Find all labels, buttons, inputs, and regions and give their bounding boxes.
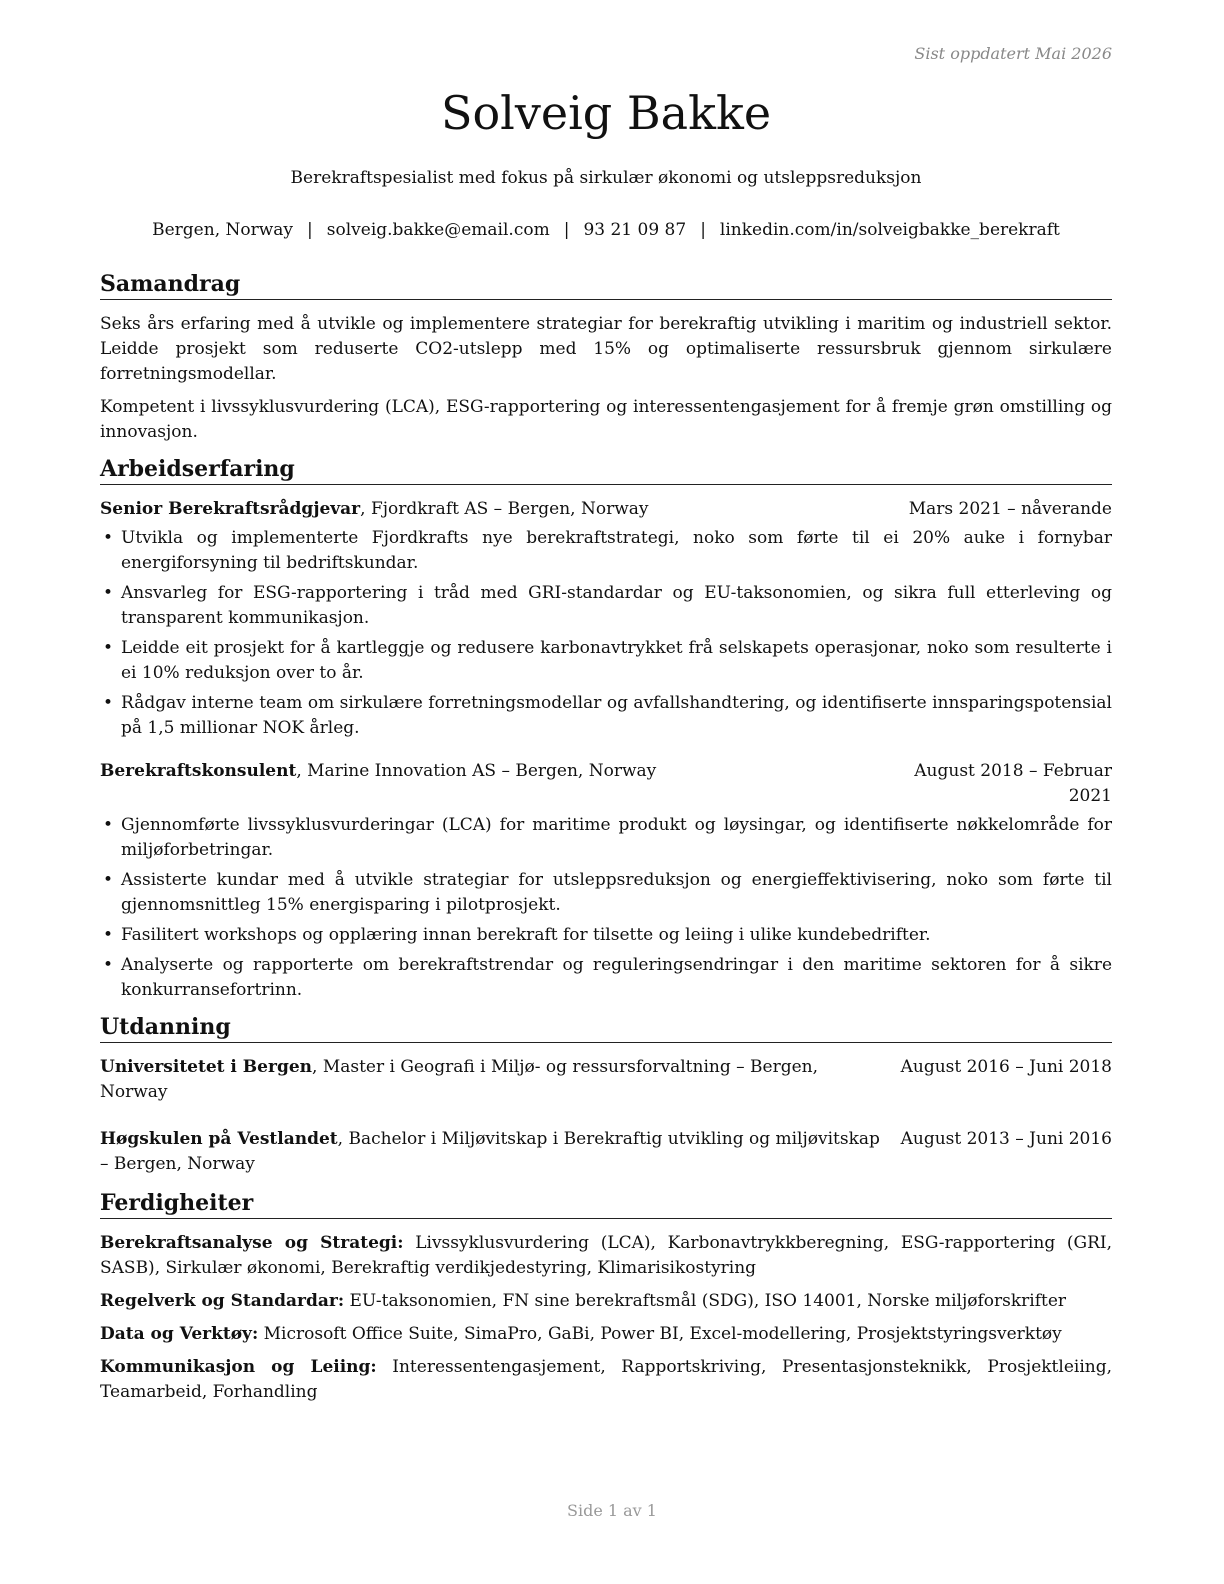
list-item: • Rådgav interne team om sirkulære forretningsmodellar og avfallshandtering, og identifiserte innsparingspotensial på 1,5 millionar NOK årleg. (100, 691, 1112, 741)
last-updated: Sist oppdatert Mai 2026 (914, 44, 1112, 63)
skill-group (100, 1289, 1112, 1314)
job-bullets (100, 813, 1112, 1003)
skill-label: Kommunikasjon og Leiing: (100, 1357, 377, 1377)
degree-detail: , Bachelor i Miljøvitskap i Berekraftig utvikling og miljøvitskap – Bergen, Norway (100, 1129, 880, 1174)
skill-group (100, 1355, 1112, 1405)
job-title: Berekraftskonsulent (100, 761, 297, 781)
skill-items: EU-taksonomien, FN sine berekraftsmål (SDG), ISO 14001, Norske miljøforskrifter (344, 1291, 1067, 1311)
education-item (100, 1127, 1112, 1177)
skill-label: Data og Verktøy: (100, 1324, 259, 1344)
list-item: • Fasilitert workshops og opplæring innan berekraft for tilsette og leiing i ulike kundebedrifter. (100, 923, 1112, 948)
education-dates: August 2013 – Juni 2016 (900, 1129, 1112, 1149)
skill-items: Microsoft Office Suite, SimaPro, GaBi, Power BI, Excel-modellering, Prosjektstyringsverktøy (258, 1324, 1062, 1344)
list-item: • Gjennomførte livssyklusvurderingar (LCA) for maritime produkt og løysingar, og identifiserte nøkkelområde for miljøforbetringar. (100, 813, 1112, 863)
contact-separator: | (563, 220, 570, 240)
skill-group (100, 1322, 1112, 1347)
contact-linkedin[interactable]: linkedin.com/in/solveigbakke_berekraft (719, 220, 1060, 240)
degree-detail: , Master i Geografi i Miljø- og ressursforvaltning – Bergen, Norway (100, 1057, 819, 1102)
list-item: • Leidde eit prosjekt for å kartleggje og redusere karbonavtrykket frå selskapets operasjonar, noko som resulterte i ei 10% reduksjon over to år. (100, 636, 1112, 686)
job-dates: August 2018 – Februar 2021 (914, 761, 1112, 806)
skills-section (100, 1189, 1112, 1405)
contact-line (100, 220, 1112, 240)
job-org: , Marine Innovation AS – Bergen, Norway (296, 761, 657, 781)
skill-items: Interessentengasjement, Rapportskriving, Presentasjonsteknikk, Prosjektleiing, Teamarbeid, Forhandling (100, 1357, 1112, 1402)
education-dates: August 2016 – Juni 2018 (900, 1057, 1112, 1077)
school-name: Høgskulen på Vestlandet (100, 1129, 338, 1149)
job-header (100, 497, 1112, 522)
list-item: • Analyserte og rapporterte om berekraftstrendar og reguleringsendringar i den maritime sektoren for å sikre konkurransefortrinn. (100, 953, 1112, 1003)
section-heading: Ferdigheiter (100, 1189, 1112, 1219)
experience-section (100, 455, 1112, 1003)
list-item: • Assisterte kundar med å utvikle strategiar for utsleppsreduksjon og energieffektivisering, noko som førte til gjennomsnittleg 15% energisparing i pilotprosjekt. (100, 868, 1112, 918)
list-item: • Utvikla og implementerte Fjordkrafts nye berekraftstrategi, noko som førte til ei 20% auke i fornybar energiforsyning til bedriftskundar. (100, 526, 1112, 576)
contact-separator: | (307, 220, 313, 240)
tagline: Berekraftspesialist med fokus på sirkulær økonomi og utsleppsreduksjon (290, 168, 922, 188)
job-header (100, 759, 1112, 809)
contact-email[interactable]: solveig.bakke@email.com (326, 220, 550, 240)
contact-location: Bergen, Norway (152, 220, 294, 240)
skill-group (100, 1231, 1112, 1281)
school-name: Universitetet i Bergen (100, 1057, 313, 1077)
candidate-name: Solveig Bakke (440, 86, 772, 140)
contact-phone: 93 21 09 87 (583, 220, 687, 240)
job-title: Senior Berekraftsrådgjevar (100, 499, 361, 519)
education-section (100, 1013, 1112, 1177)
resume-body (100, 270, 1112, 1415)
skill-label: Regelverk og Standardar: (100, 1291, 345, 1311)
section-heading: Utdanning (100, 1013, 1112, 1043)
job-org: , Fjordkraft AS – Bergen, Norway (360, 499, 649, 519)
contact-separator: | (700, 220, 706, 240)
section-heading: Samandrag (100, 270, 1112, 300)
skill-items: Livssyklusvurdering (LCA), Karbonavtrykkberegning, ESG-rapportering (GRI, SASB), Sirkulær økonomi, Berekraftig verdikjedestyring, Klimarisikostyring (100, 1233, 1113, 1278)
job-dates: Mars 2021 – nåverande (908, 499, 1112, 519)
education-item (100, 1055, 1112, 1105)
list-item: • Ansvarleg for ESG-rapportering i tråd med GRI-standardar og EU-taksonomien, og sikra full etterleving og transparent kommunikasjon. (100, 581, 1112, 631)
skill-label: Berekraftsanalyse og Strategi: (100, 1233, 404, 1253)
page-number: Side 1 av 1 (567, 1501, 657, 1520)
summary-paragraph: Kompetent i livssyklusvurdering (LCA), ESG-rapportering og interessentengasjement for å fremje grøn omstilling og innovasjon. (100, 397, 1112, 442)
job-bullets (100, 526, 1112, 741)
summary-paragraph: Seks års erfaring med å utvikle og implementere strategiar for berekraftig utvikling i maritim og industriell sektor. Leidde prosjekt som reduserte CO2-utslepp med 15% og optimaliserte ressursbruk gjennom sirkulære forretningsmodellar. (100, 314, 1112, 384)
section-heading: Arbeidserfaring (100, 455, 1112, 485)
summary-section (100, 270, 1112, 445)
